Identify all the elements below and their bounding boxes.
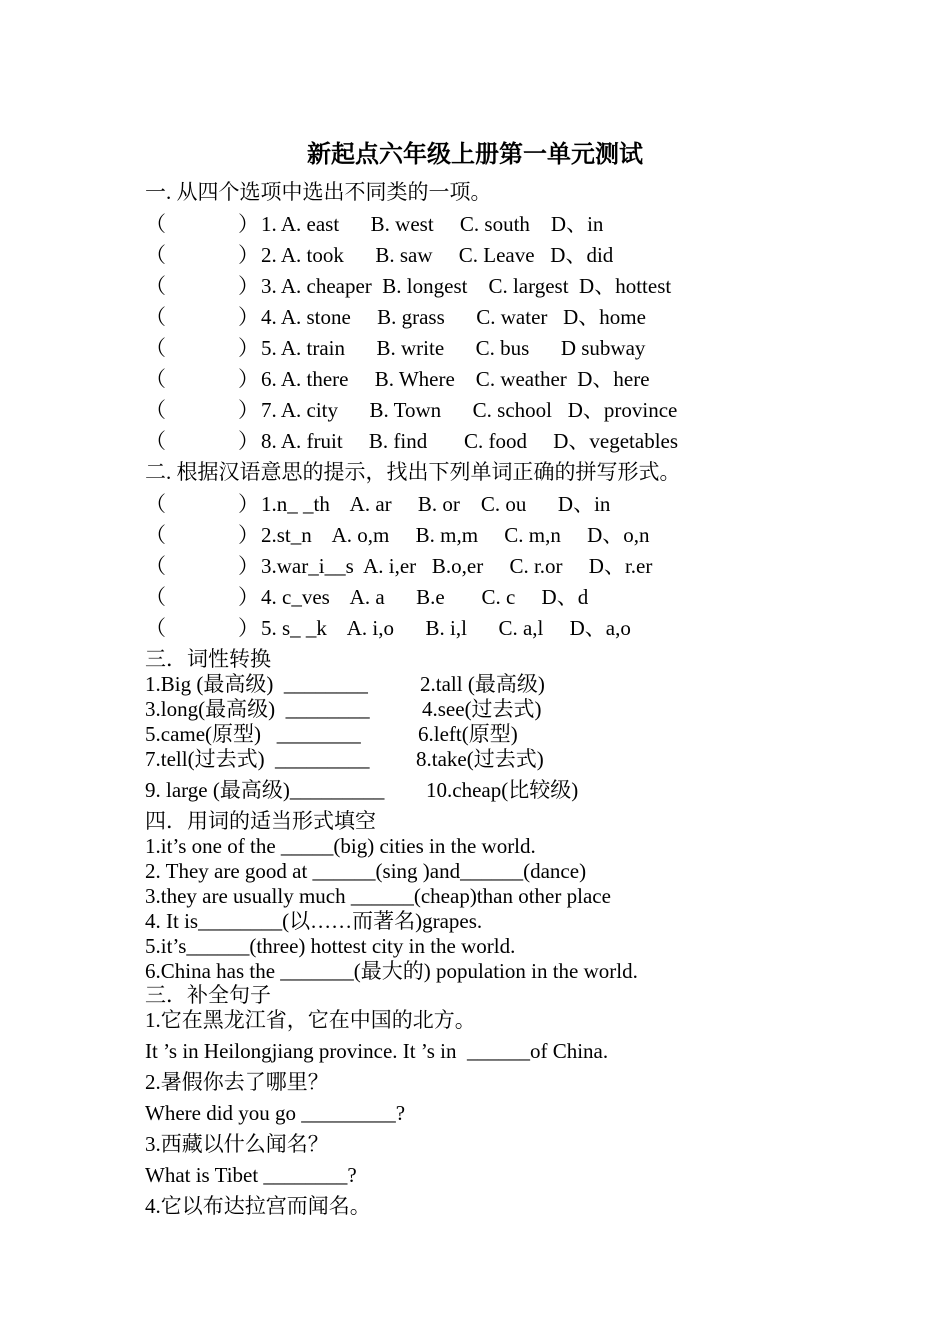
answer-paren-close: ）	[238, 429, 259, 453]
answer-paren-open: （	[145, 554, 166, 578]
s1-question-text: 7. A. city B. Town C. school D、province	[261, 398, 678, 422]
s3-item-right: 10.cheap(比较级)	[426, 778, 579, 802]
answer-paren-open: （	[145, 616, 166, 640]
s4-item: 4. It is________(以……而著名)grapes.	[145, 909, 483, 933]
section2-heading: 二. 根据汉语意思的提示，找出下列单词正确的拼写形式。	[145, 460, 681, 484]
answer-paren-close: ）	[238, 554, 259, 578]
answer-paren-open: （	[145, 212, 166, 236]
s5-line: 4.它以布达拉宫而闻名。	[145, 1194, 371, 1218]
s2-question-text: 2.st_n A. o,m B. m,m C. m,n D、o,n	[261, 523, 650, 547]
answer-paren-close: ）	[238, 243, 259, 267]
s2-question-text: 1.n_ _th A. ar B. or C. ou D、in	[261, 492, 611, 516]
s3-item-right: 6.left(原型)	[418, 722, 518, 746]
answer-paren-open: （	[145, 429, 166, 453]
answer-paren-open: （	[145, 585, 166, 609]
answer-paren-close: ）	[238, 367, 259, 391]
answer-paren-open: （	[145, 243, 166, 267]
s5-line: 2.暑假你去了哪里？	[145, 1070, 329, 1094]
s3-item-left: 1.Big (最高级) ________	[145, 672, 368, 696]
s2-question-text: 4. c_ves A. a B.e C. c D、d	[261, 585, 589, 609]
s1-question-text: 6. A. there B. Where C. weather D、here	[261, 367, 650, 391]
answer-paren-close: ）	[238, 585, 259, 609]
s5-line: 1.它在黑龙江省，它在中国的北方。	[145, 1008, 476, 1032]
s4-item: 2. They are good at ______(sing )and______(dance)	[145, 859, 587, 883]
s1-question-text: 3. A. cheaper B. longest C. largest D、hottest	[261, 274, 672, 298]
answer-paren-close: ）	[238, 212, 259, 236]
answer-paren-open: （	[145, 305, 166, 329]
section5-heading: 三．补全句子	[145, 983, 271, 1007]
s4-item: 6.China has the _______(最大的) population in the world.	[145, 959, 638, 983]
answer-paren-open: （	[145, 523, 166, 547]
answer-paren-open: （	[145, 336, 166, 360]
answer-paren-close: ）	[238, 336, 259, 360]
s2-question-text: 5. s_ _k A. i,o B. i,l C. a,l D、a,o	[261, 616, 631, 640]
s1-question-text: 1. A. east B. west C. south D、in	[261, 212, 604, 236]
s5-line: 3.西藏以什么闻名？	[145, 1132, 329, 1156]
answer-paren-close: ）	[238, 398, 259, 422]
answer-paren-close: ）	[238, 274, 259, 298]
s1-question-text: 5. A. train B. write C. bus D subway	[261, 336, 646, 360]
s5-line: Where did you go _________?	[145, 1101, 406, 1125]
answer-paren-open: （	[145, 274, 166, 298]
s5-line: What is Tibet ________?	[145, 1163, 357, 1187]
page-title: 新起点六年级上册第一单元测试	[307, 142, 643, 168]
answer-paren-close: ）	[238, 492, 259, 516]
answer-paren-open: （	[145, 492, 166, 516]
answer-paren-close: ）	[238, 523, 259, 547]
section4-heading: 四．用词的适当形式填空	[145, 809, 376, 833]
s4-item: 5.it’s______(three) hottest city in the world.	[145, 934, 516, 958]
answer-paren-open: （	[145, 398, 166, 422]
s1-question-text: 2. A. took B. saw C. Leave D、did	[261, 243, 614, 267]
answer-paren-close: ）	[238, 305, 259, 329]
s3-item-right: 8.take(过去式)	[416, 747, 544, 771]
s4-item: 3.they are usually much ______(cheap)than other place	[145, 884, 611, 908]
section1-heading: 一. 从四个选项中选出不同类的一项。	[145, 180, 492, 204]
s3-item-right: 4.see(过去式)	[422, 697, 542, 721]
s3-item-left: 5.came(原型) ________	[145, 722, 361, 746]
answer-paren-close: ）	[238, 616, 259, 640]
s3-item-left: 9. large (最高级)_________	[145, 778, 385, 802]
s3-item-right: 2.tall (最高级)	[420, 672, 545, 696]
s4-item: 1.it’s one of the _____(big) cities in the world.	[145, 834, 536, 858]
section3-heading: 三．词性转换	[145, 647, 271, 671]
s5-line: It ’s in Heilongjiang province. It ’s in ______of China.	[145, 1039, 609, 1063]
s1-question-text: 8. A. fruit B. find C. food D、vegetables	[261, 429, 679, 453]
s3-item-left: 7.tell(过去式) _________	[145, 747, 370, 771]
s1-question-text: 4. A. stone B. grass C. water D、home	[261, 305, 646, 329]
s3-item-left: 3.long(最高级) ________	[145, 697, 370, 721]
s2-question-text: 3.war_i__s A. i,er B.o,er C. r.or D、r.er	[261, 554, 653, 578]
answer-paren-open: （	[145, 367, 166, 391]
